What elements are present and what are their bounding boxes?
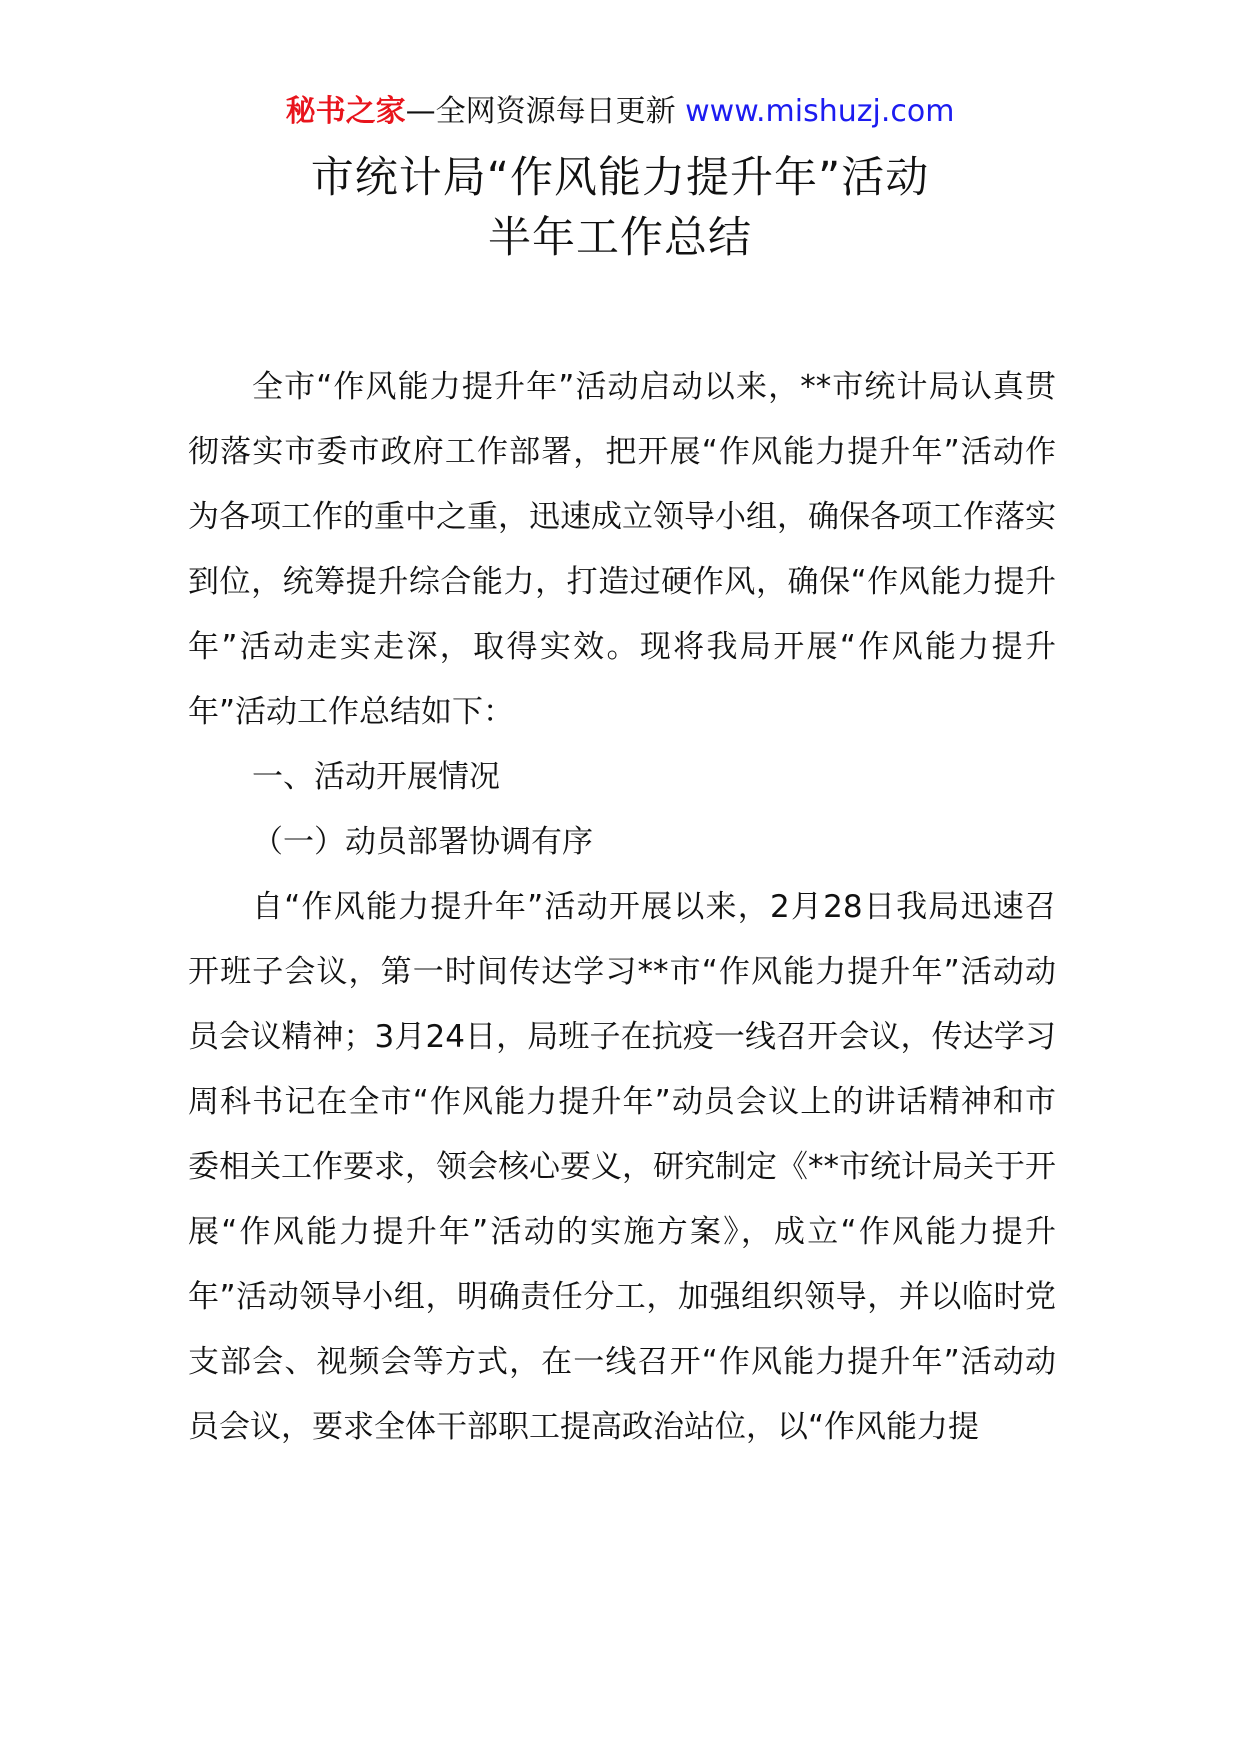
brand-tagline: —全网资源每日更新 <box>405 94 686 129</box>
title-line-1: 市统计局“作风能力提升年”活动 <box>310 153 930 203</box>
subsection-heading: （一）动员部署协调有序 <box>252 824 593 860</box>
intro-paragraph: 全市“作风能力提升年”活动启动以来，**市统计局认真贯彻落实市委市政府工作部署，把开展“作风能力提升年”活动作为各项工作的重中之重，迅速成立领导小组，确保各项工作落实到位，统筹提升综合能力，打造过硬作风，确保“作风能力提升年”活动走实走深，取得实效。现将我局开展“作风能力提升年”活动工作总结如下： <box>188 369 1056 730</box>
brand-name: 秘书之家 <box>285 94 406 129</box>
section-heading: 一、活动开展情况 <box>252 759 500 795</box>
document-body <box>188 355 1056 1460</box>
title-line-2: 半年工作总结 <box>488 213 752 263</box>
subsection-paragraph: 自“作风能力提升年”活动开展以来，2月28日我局迅速召开班子会议，第一时间传达学习**市“作风能力提升年”活动动员会议精神；3月24日，局班子在抗疫一线召开会议，传达学习周科书记在全市“作风能力提升年”动员会议上的讲话精神和市委相关工作要求，领会核心要义，研究制定《**市统计局关于开展“作风能力提升年”活动的实施方案》，成立“作风能力提升年”活动领导小组，明确责任分工，加强组织领导，并以临时党支部会、视频会等方式，在一线召开“作风能力提升年”活动动员会议，要求全体干部职工提高政治站位，以“作风能力提 <box>188 889 1056 1445</box>
site-url-link[interactable]: www.mishuzj.com <box>685 94 955 129</box>
document-title <box>0 148 1240 268</box>
watermark-header <box>0 92 1240 132</box>
